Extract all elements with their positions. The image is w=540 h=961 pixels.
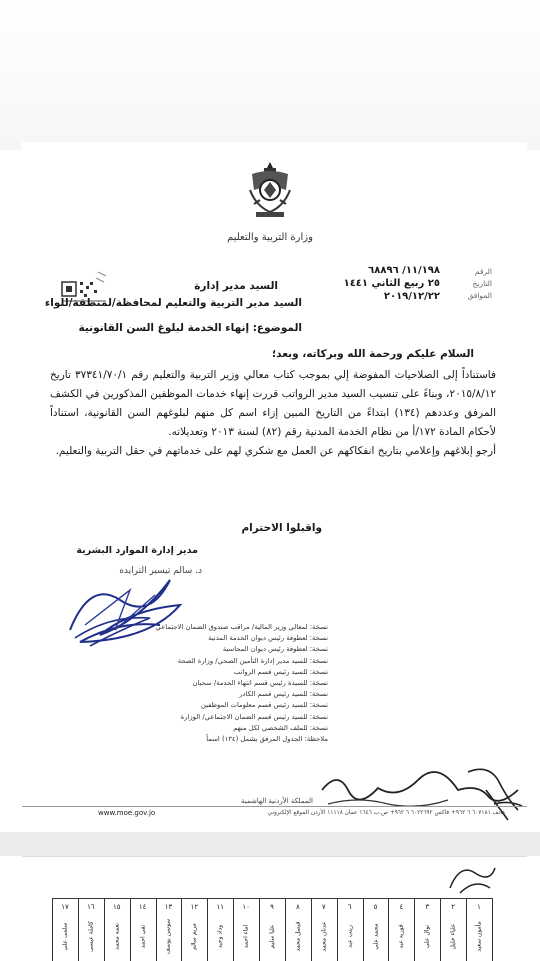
table-cell-number: ٥: [373, 903, 378, 911]
table-cell-name: مأمون سعيد: [475, 921, 483, 952]
table-cell-name: زينب عبد: [346, 925, 354, 948]
table-cell-name: كاملة عيسى: [87, 921, 95, 952]
attachment-table: [52, 898, 493, 961]
table-column: [130, 899, 157, 961]
meta-values: [320, 264, 440, 303]
table-column: [311, 899, 338, 961]
copy-line: نسخة: للسيد رئيس قسم الضمان الاجتماعي/ الوزارة: [180, 712, 328, 721]
table-column: [440, 899, 467, 961]
table-column: [207, 899, 234, 961]
table-cell-number: ٤: [399, 903, 404, 911]
table-cell-name: نعمه محمد: [113, 923, 121, 950]
table-cell-name: علياء خليل: [449, 923, 457, 950]
table-column: [337, 899, 364, 961]
table-cell-number: ١٤: [138, 903, 147, 911]
handwritten-annotation: [318, 760, 526, 826]
ministry-name: وزارة التربية والتعليم: [227, 232, 313, 243]
meta-label-corresponding: الموافق: [467, 291, 492, 300]
copy-line: نسخة: للسيد رئيس قسم الكادر: [239, 690, 328, 699]
table-cell-name: فوزيه عبد: [397, 924, 405, 949]
meta-label-date: التاريخ: [472, 279, 492, 288]
table-column: [181, 899, 208, 961]
footer-website: www.moe.gov.jo: [98, 809, 156, 817]
table-cell-name: عليا سليم: [268, 924, 276, 949]
table-cell-name: فيصل محمد: [294, 921, 302, 952]
table-cell-number: ١٦: [87, 903, 95, 911]
copy-note: ملاحظة: الجدول المرفق يشمل (١٣٤) اسماً: [206, 735, 328, 744]
table-column: [363, 899, 390, 961]
table-cell-name: نوال علي: [423, 924, 431, 949]
table-column: [78, 899, 105, 961]
copy-line: نسخة: للسيدة رئيس قسم انتهاء الخدمة/ سحبان: [192, 679, 328, 688]
greeting: السلام عليكم ورحمة الله وبركاته، وبعد؛: [271, 348, 474, 360]
copy-line: نسخة: للملف الشخصي لكل منهم: [233, 723, 328, 732]
copy-line: نسخة: لمعالي وزير المالية/ مراقب صندوق الضمان الاجتماعي: [155, 623, 328, 631]
table-column: [233, 899, 260, 961]
copy-line: نسخة: للسيد مدير إدارة التأمين الصحي/ وزارة الصحة: [177, 656, 328, 665]
signatory-title: مدير إدارة الموارد البشرية: [76, 545, 198, 556]
meta-label-number: الرقم: [474, 267, 492, 276]
jordan-coat-of-arms-icon: [246, 160, 294, 222]
table-cell-name: تقي احمد: [139, 924, 147, 949]
table-cell-number: ١٥: [112, 903, 121, 911]
copies-list: [28, 622, 328, 745]
table-cell-number: ٦: [347, 903, 352, 911]
recipient-line-1: السيد مدير إدارة: [194, 280, 278, 292]
footer-divider: [22, 806, 527, 807]
gregorian-date: ٢٠١٩/١٢/٢٢: [383, 291, 440, 302]
body-paragraph: فاستناداً إلى الصلاحيات المفوضة إلي بموجب كتاب معالي وزير التربية والتعليم رقم ٣٧٣٤١/٧٠/١ تاريخ ٢٠١٥/٨/١٢، وبناءً على تنسيب السيد مدير الرواتب قررت إنهاء خدمات الموظفين المذكورين في الكشف المرفق وعددهم (١٣٤) ابتداءً من التاريخ المبين إزاء اسم كل منهم لبلوغهم السن القانونية، استناداً لأحكام المادة ١٧٢/أ من نظام الخدمة المدنية رقم (٨٢) لسنة ٢٠١٣ وتعديلاته.: [50, 369, 497, 438]
table-column: [259, 899, 286, 961]
table-column: [414, 899, 441, 961]
body-paragraph: أرجو إبلاغهم وإعلامي بتاريخ انفكاكهم عن العمل مع شكري لهم على خدماتهم في حقل التربية والتعليم.: [55, 445, 496, 457]
table-column: [285, 899, 312, 961]
table-cell-number: ١٧: [61, 903, 69, 911]
table-cell-number: ٨: [296, 903, 300, 911]
table-cell-number: ٣: [425, 903, 430, 911]
copy-line: نسخة: لعطوفة رئيس ديوان الخدمة المدنية: [208, 634, 328, 643]
hijri-date: ٢٥ ربيع الثاني ١٤٤١: [343, 278, 440, 289]
handwritten-annotation: [440, 858, 500, 898]
table-cell-name: محمد علي: [372, 923, 380, 950]
page-gap: [0, 832, 540, 856]
table-cell-number: ١٢: [190, 903, 199, 911]
meta-labels: [432, 266, 492, 302]
table-cell-name: مريم سالم: [190, 923, 198, 950]
table-cell-name: عدنان محمد: [320, 921, 328, 952]
subject-line: الموضوع: إنهاء الخدمة لبلوغ السن القانونية: [78, 322, 302, 334]
table-cell-number: ١: [477, 903, 481, 911]
letter-body: [50, 366, 496, 461]
closing-line: واقبلوا الاحترام: [241, 522, 322, 534]
table-cell-name: اماء احمد: [242, 924, 250, 949]
footer-contact: هاتف ٦٠٧١٨١ ٦ ٩٦٢+ فاكس ٦٠٢٢٦٩٢ ٦ ٩٦٢+ ص.ب ١٦٤٦ عمان ١١١١٨ الأردن الموقع الإلكتروني: [267, 810, 505, 816]
reference-number: ١١/١٩٨/ ٦٨٨٩٦: [368, 265, 440, 276]
table-column: [156, 899, 183, 961]
table-cell-number: ٩: [270, 903, 274, 911]
table-column: [388, 899, 415, 961]
copy-line: نسخة: لعطوفة رئيس ديوان المحاسبة: [222, 645, 328, 654]
table-cell-number: ١٣: [164, 903, 173, 911]
table-cell-name: وداد وحيد: [216, 924, 224, 949]
table-cell-name: سوسن يوسف: [164, 918, 172, 955]
copy-line: نسخة: للسيد رئيس قسم معلومات الموظفين: [200, 701, 328, 710]
table-column: [466, 899, 493, 961]
table-cell-name: سلمى علي: [61, 922, 69, 951]
signatory-name: د. سالم تيسير الترايده: [119, 566, 202, 576]
page-background: [0, 0, 540, 150]
table-cell-number: ٧: [321, 903, 326, 911]
copy-line: نسخة: للسيد رئيس قسم الرواتب: [233, 667, 328, 676]
table-column: [104, 899, 131, 961]
table-cell-number: ١١: [216, 903, 225, 911]
recipient-line-2: السيد مدير التربية والتعليم لمحافظة/لمنطقة/للواء: [44, 297, 302, 309]
table-column: [52, 899, 79, 961]
table-cell-number: ١٠: [242, 903, 250, 911]
footer-org-name: المملكة الأردنية الهاشمية: [240, 797, 314, 805]
table-cell-number: ٢: [451, 903, 456, 911]
